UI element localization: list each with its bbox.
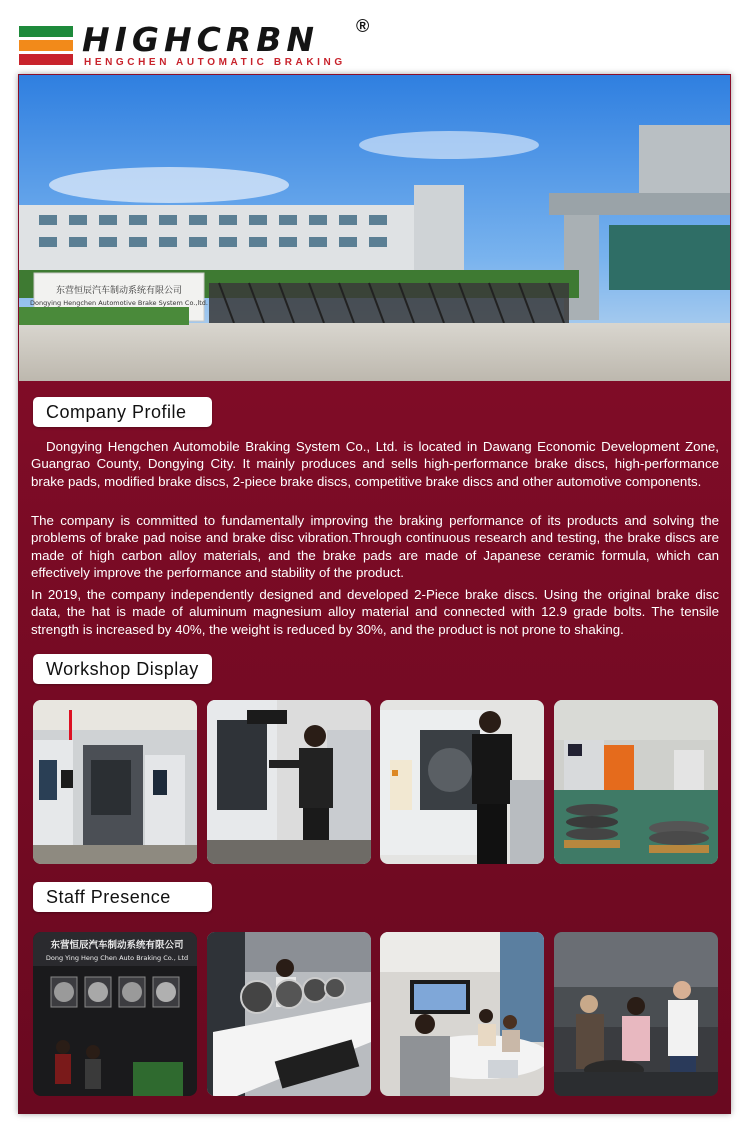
profile-paragraph-2: The company is committed to fundamentally improving the braking performance of its products and solving the problems of brake pad noise and brake disc vibration.Through continuous research and testing, the brake discs are made of high carbon alloy materials, and the brake pads are made of Japanese ceramic formula, which can effectively improve the performance and stability of the product. [31,513,719,581]
brand-tagline: HENGCHEN AUTOMATIC BRAKING [84,57,346,68]
staff-photo-factory-visit [554,932,718,1096]
staff-photo-exhibition-booth [33,932,197,1096]
profile-paragraph-1: Dongying Hengchen Automobile Braking System Co., Ltd. is located in Dawang Economic Development Zone, Guangrao County, Dongying City. It mainly produces and sells high-performance brake discs, high-performance brake pads, modified brake discs, 2-piece brake discs, competitive brake discs and other automotive components. [31,439,719,489]
staff-photo-meeting-room [380,932,544,1096]
workshop-photo-machining-center [380,700,544,864]
content-panel [18,74,731,1114]
gate-sign-cn: 东营恒辰汽车制动系统有限公司 [55,286,183,296]
gate-sign-en: Dongying Hengchen Automotive Brake System Co.,ltd. [30,299,208,307]
profile-paragraph-3: In 2019, the company independently designed and developed 2-Piece brake discs. Using the original brake disc data, the hat is made of aluminum magnesium alloy material and connected with 12.9 grade bolts. The tensile strength is increased by 40%, the weight is reduced by 30%, and the product is not prone to shaking. [31,587,719,637]
booth-sign-cn: 东营恒辰汽车制动系统有限公司 [50,940,184,951]
workshop-photo-factory-floor [554,700,718,864]
workshop-photo-cnc-row [33,700,197,864]
workshop-photo-operator [207,700,371,864]
staff-photo-product-display [207,932,371,1096]
section-title-company-profile: Company Profile [33,397,212,427]
section-title-workshop-display: Workshop Display [33,654,212,684]
registered-mark: ® [356,16,370,36]
factory-photo [19,75,730,381]
booth-sign-en: Dong Ying Heng Chen Auto Braking Co., Ltd [45,954,189,962]
page-header [0,0,750,72]
brand-name: HIGHCRBN [82,20,320,59]
section-title-staff-presence: Staff Presence [33,882,212,912]
logo-mark-icon [19,26,73,66]
